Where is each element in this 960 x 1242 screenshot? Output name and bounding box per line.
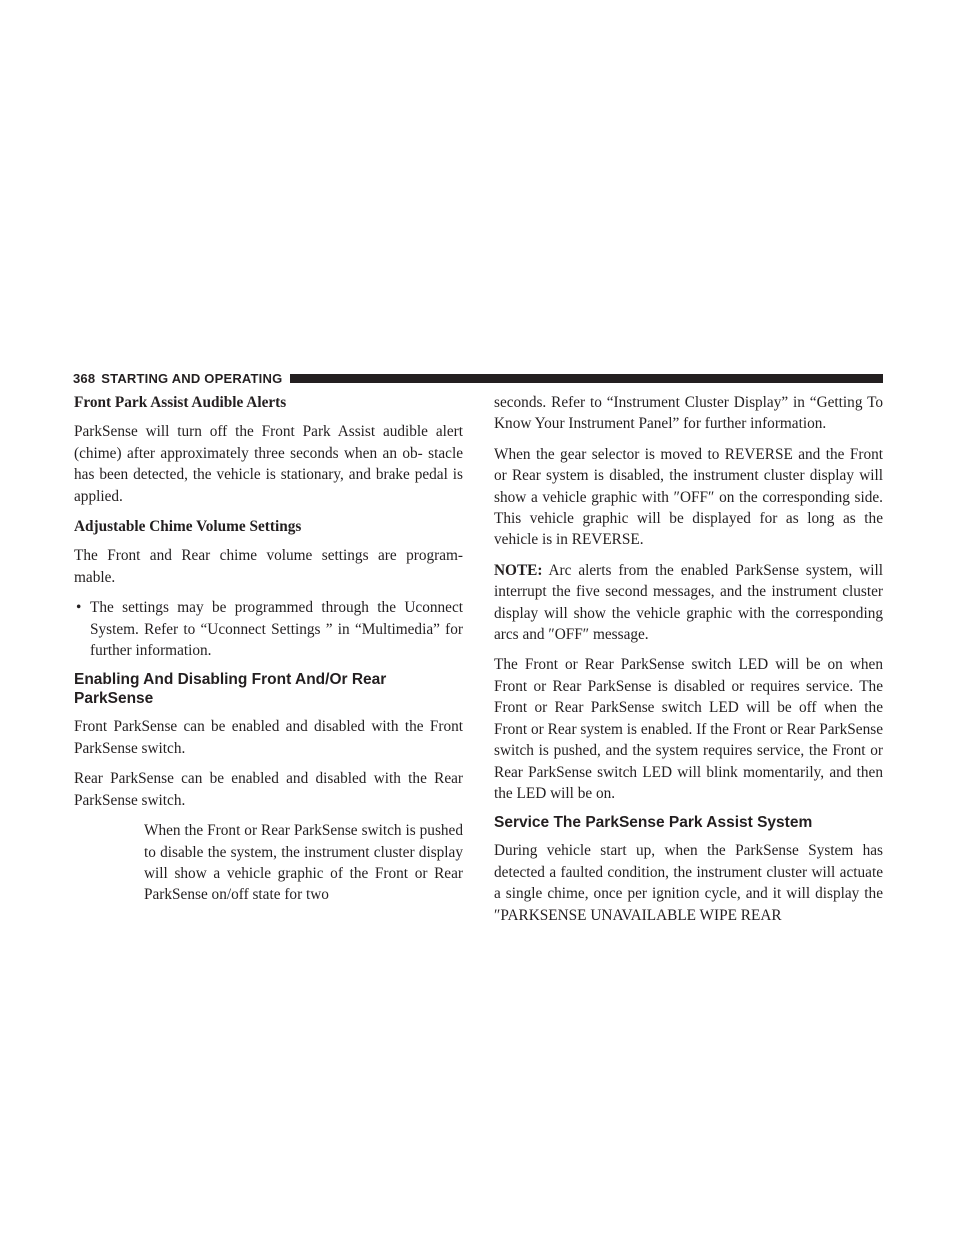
bullet-item [74,597,463,661]
page-number: 368 [73,370,96,386]
heading-enabling-disabling: Enabling And Disabling Front And/Or Rear ParkSense [74,671,387,708]
paragraph: During vehicle start up, when the ParkSense System has detected a faulted condition, the instrument cluster will actuate a single chime, once per ignition cycle, and it will display the ″PARKSENSE UNAVAILABLE WIPE REAR [494,842,883,924]
page-header [73,370,883,386]
paragraph: When the gear selector is moved to REVERSE and the Front or Rear system is disabled, the instrument cluster display will show a vehicle graphic with ″OFF″ on the corresponding side. This vehicle graphic will be displayed for as long as the vehicle is in REVERSE. [494,445,883,549]
note-paragraph [494,560,883,646]
paragraph: The Front or Rear ParkSense switch LED will be on when Front or Rear ParkSense is disabled or requires service. The Front or Rear ParkSense switch LED will be off when the Front or Rear system is enabled. If the Front or Rear ParkSense switch is pushed, and the system requires service, the Front or Rear ParkSense switch LED will blink momentarily, and then the LED will be on. [494,656,883,802]
paragraph: ParkSense will turn off the Front Park Assist audible alert (chime) after approximately three seconds when an ob- stacle has been detected, the vehicle is stationary, and brake pedal is applied. [74,423,463,505]
note-text: Arc alerts from the enabled ParkSense system, will interrupt the five second messages, and the instrument cluster display will show the vehicle graphic with the corresponding arcs and ″OFF″ message. [494,561,883,644]
indented-paragraph: When the Front or Rear ParkSense switch is pushed to disable the system, the instrument cluster display will show a vehicle graphic of the Front or Rear ParkSense on/off state for two [144,822,463,904]
right-column [494,392,883,926]
paragraph: Rear ParkSense can be enabled and disabled with the Rear ParkSense switch. [74,770,463,809]
note-label: NOTE: [494,561,543,579]
header-rule [290,374,883,383]
heading-front-park-assist-alerts: Front Park Assist Audible Alerts [74,394,287,411]
paragraph: seconds. Refer to “Instrument Cluster Display” in “Getting To Know Your Instrument Panel” for further information. [494,394,883,433]
section-title: STARTING AND OPERATING [101,370,283,386]
paragraph: Front ParkSense can be enabled and disabled with the Front ParkSense switch. [74,718,463,757]
bullet-symbol: • [76,599,82,617]
bullet-text: The settings may be programmed through the Uconnect System. Refer to “Uconnect Settings ” in “Multimedia” for further information. [90,599,463,660]
left-column [74,392,463,906]
heading-service-parksense: Service The ParkSense Park Assist System [494,814,813,832]
heading-chime-volume-settings: Adjustable Chime Volume Settings [74,518,302,536]
paragraph: The Front and Rear chime volume settings are program- mable. [74,547,463,586]
